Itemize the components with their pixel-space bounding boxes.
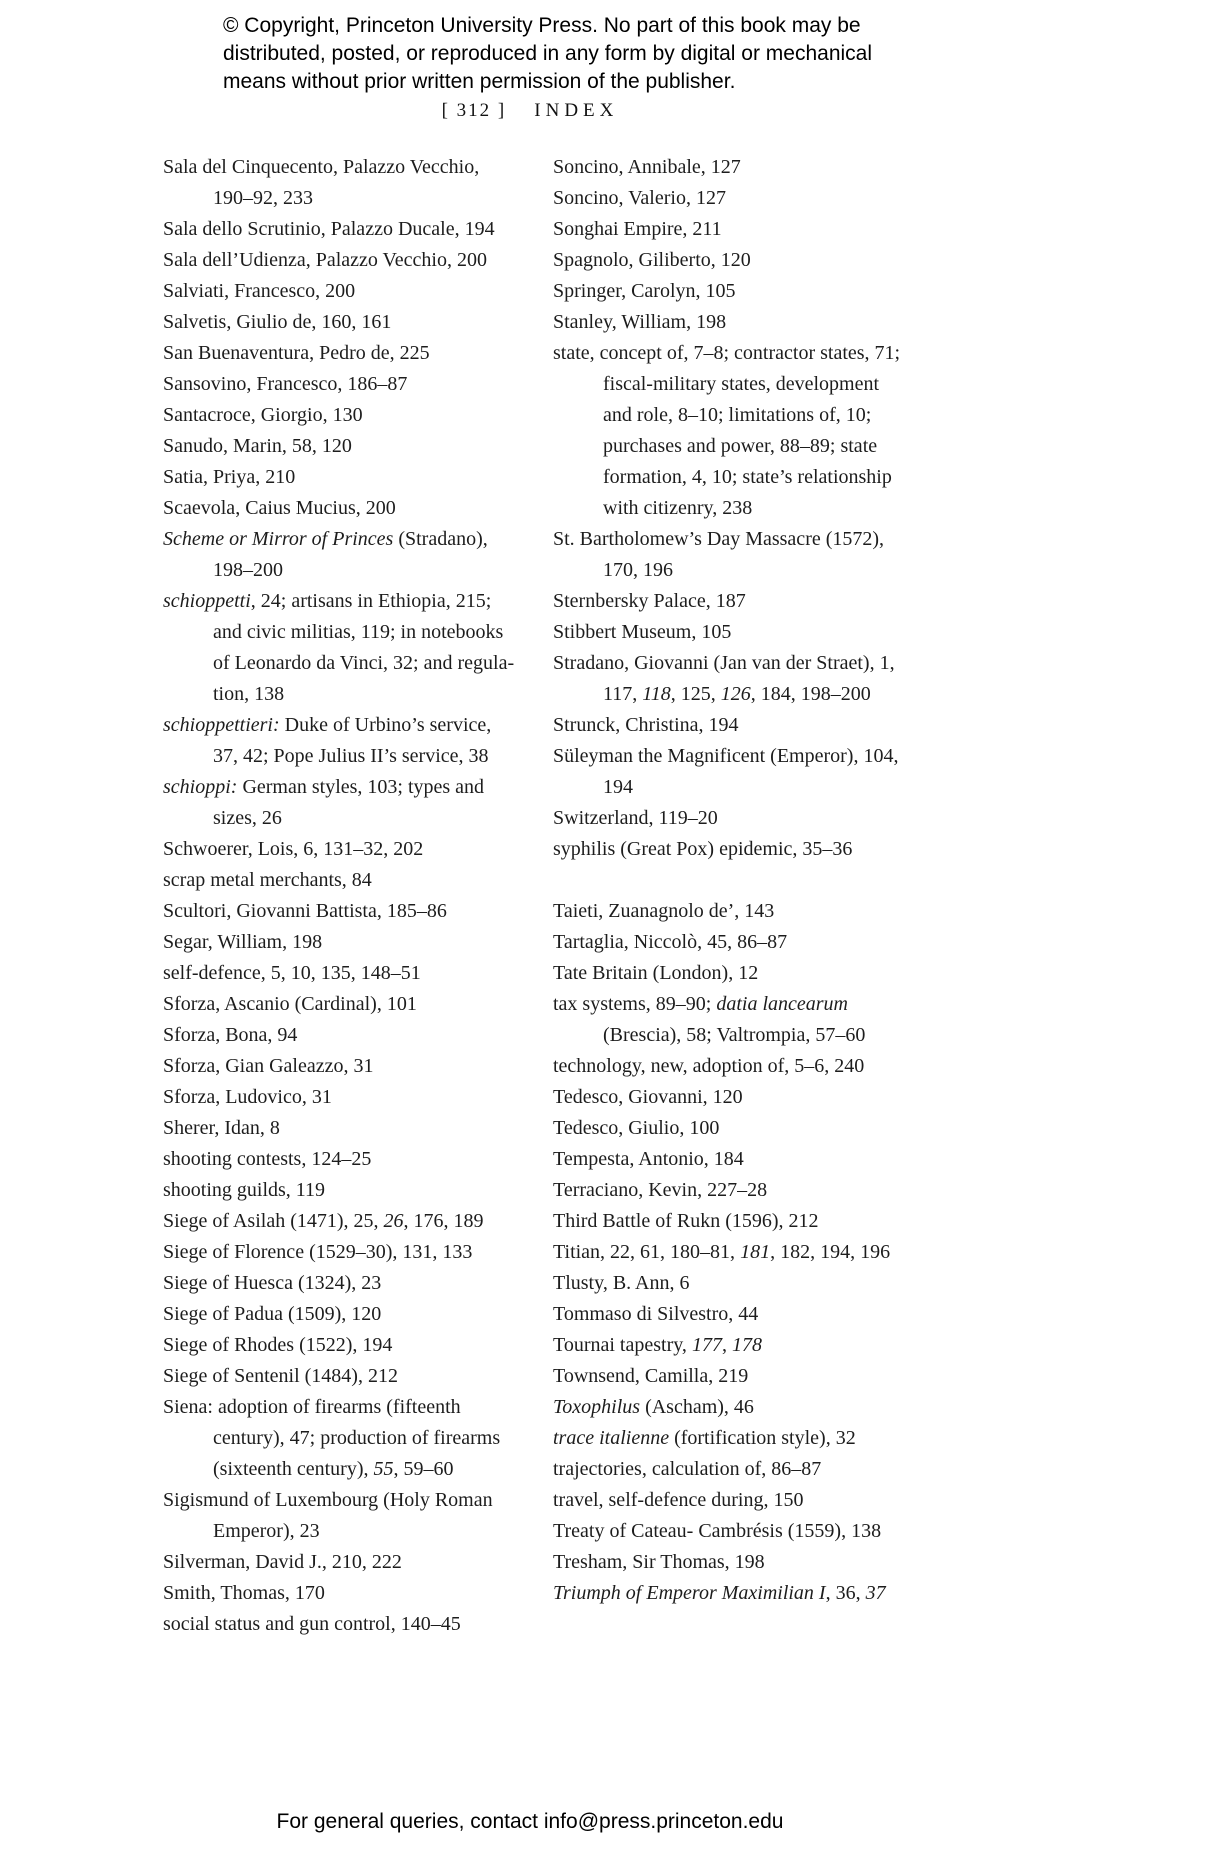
index-entry-text: Siege of Huesca (1324), 23 (163, 1272, 382, 1294)
index-entry-text: Sigismund of Luxembourg (Holy Roman Emperor), 23 (163, 1489, 493, 1542)
index-entry-text: , 125, (670, 683, 721, 705)
index-entry-text: Salvetis, Giulio de, 160, 161 (163, 311, 392, 333)
index-entry-text: , 36, (825, 1582, 866, 1604)
index-entry (163, 710, 515, 772)
index-entry-text: Schwoerer, Lois, 6, 131–32, 202 (163, 838, 424, 860)
index-entry-text: Townsend, Camilla, 219 (553, 1365, 749, 1387)
index-entry-text: Süleyman the Magnificent (Emperor), 104, 194 (553, 745, 899, 798)
index-entry (553, 338, 905, 524)
index-entry (553, 1175, 905, 1206)
index-entry-text: Stanley, William, 198 (553, 311, 727, 333)
index-entry (163, 338, 515, 369)
index-entry-text: Tedesco, Giulio, 100 (553, 1117, 720, 1139)
index-entry (553, 1144, 905, 1175)
index-entry-text: Sansovino, Francesco, 186–87 (163, 373, 408, 395)
index-entry-text: Siege of Sentenil (1484), 212 (163, 1365, 398, 1387)
copyright-line: means without prior written permission of the publisher. (223, 70, 736, 93)
index-entry (163, 431, 515, 462)
index-entry (163, 1113, 515, 1144)
footer-contact: For general queries, contact info@press.princeton.edu (276, 1810, 784, 1833)
index-entry-text: Tresham, Sir Thomas, 198 (553, 1551, 765, 1573)
index-entry-text: Tate Britain (London), 12 (553, 962, 759, 984)
index-entry (163, 927, 515, 958)
index-entry (553, 710, 905, 741)
index-entry (163, 1175, 515, 1206)
index-entry-italic-text: schioppi: (163, 776, 238, 798)
index-entry-text: , 182, 194, 196 (770, 1241, 891, 1263)
index-entry-text: Sala dell’Udienza, Palazzo Vecchio, 200 (163, 249, 487, 271)
index-entry (553, 927, 905, 958)
index-entry (163, 1609, 515, 1640)
index-entry-text: trajectories, calculation of, 86–87 (553, 1458, 822, 1480)
index-entry (553, 1578, 905, 1609)
index-entry-text: Tempesta, Antonio, 184 (553, 1148, 744, 1170)
index-entry (163, 462, 515, 493)
index-entry-italic-text: 37 (865, 1582, 886, 1604)
index-entry (553, 214, 905, 245)
index-entry (163, 1392, 515, 1485)
copyright-notice (223, 12, 883, 96)
index-entry (163, 989, 515, 1020)
index-entry-text: Scaevola, Caius Mucius, 200 (163, 497, 396, 519)
index-entry-text: shooting guilds, 119 (163, 1179, 326, 1201)
index-entry-text: , 176, 189 (403, 1210, 484, 1232)
index-entry-italic-text: 126 (720, 683, 751, 705)
index-title: INDEX (534, 100, 619, 121)
index-entry-text: , (721, 1334, 732, 1356)
index-column-left (163, 152, 515, 1640)
index-entry (163, 369, 515, 400)
index-entry (553, 958, 905, 989)
index-entry-text: Segar, William, 198 (163, 931, 323, 953)
index-entry (553, 524, 905, 586)
index-entry-text: scrap metal merchants, 84 (163, 869, 372, 891)
index-entry-text: Stradano, Giovanni (Jan van der Straet), 1, 117, (553, 652, 895, 705)
index-entry-text: Santacroce, Giorgio, 130 (163, 404, 363, 426)
index-entry (163, 1299, 515, 1330)
index-entry (553, 183, 905, 214)
index-entry-text: syphilis (Great Pox) epidemic, 35–36 (553, 838, 853, 860)
index-entry-italic-text: 118 (642, 683, 671, 705)
index-entry (163, 772, 515, 834)
index-entry (553, 617, 905, 648)
index-entry-text: Salviati, Francesco, 200 (163, 280, 356, 302)
index-entry (163, 1268, 515, 1299)
index-entry-text: Soncino, Valerio, 127 (553, 187, 726, 209)
index-entry-text: Taieti, Zuanagnolo de’, 143 (553, 900, 775, 922)
index-entry-text: Siena: adoption of firearms (fifteenth century), 47; production of firearms (sixteenth century), (163, 1396, 501, 1480)
index-entry-text: Songhai Empire, 211 (553, 218, 722, 240)
index-entry-text: Sanudo, Marin, 58, 120 (163, 435, 352, 457)
index-entry (163, 1020, 515, 1051)
index-entry-text: Tournai tapestry, (553, 1334, 692, 1356)
index-entry-italic-text: 178 (731, 1334, 762, 1356)
index-entry (553, 1485, 905, 1516)
index-entry (553, 1206, 905, 1237)
index-entry-text: travel, self-defence during, 150 (553, 1489, 804, 1511)
index-entry (553, 276, 905, 307)
index-entry-text: , 184, 198–200 (750, 683, 871, 705)
index-entry-text: Sala dello Scrutinio, Palazzo Ducale, 194 (163, 218, 495, 240)
index-entry-text: Springer, Carolyn, 105 (553, 280, 736, 302)
index-entry-text: Siege of Rhodes (1522), 194 (163, 1334, 393, 1356)
index-entry (553, 1392, 905, 1423)
index-entry (163, 276, 515, 307)
index-entry (553, 1516, 905, 1547)
index-entry-text: , 59–60 (393, 1458, 454, 1480)
index-entry-text: self-defence, 5, 10, 135, 148–51 (163, 962, 421, 984)
index-entry-text: , 24; artisans in Ethiopia, 215; and civic militias, 119; in notebooks of Leonardo da Vinci, 32; and regulation, 138 (213, 590, 515, 705)
index-entry-text: Sala del Cinquecento, Palazzo Vecchio, 190–92, 233 (163, 156, 480, 209)
index-entry (163, 214, 515, 245)
index-entry (553, 1454, 905, 1485)
index-entry-text: Terraciano, Kevin, 227–28 (553, 1179, 768, 1201)
book-page (0, 12, 1225, 1862)
index-entry (553, 741, 905, 803)
index-entry (163, 1578, 515, 1609)
index-entry (553, 648, 905, 710)
index-entry-text: (Ascham), 46 (640, 1396, 754, 1418)
index-entry (553, 896, 905, 927)
index-entry (553, 1237, 905, 1268)
index-entry (553, 152, 905, 183)
index-entry (163, 1330, 515, 1361)
index-entry (163, 958, 515, 989)
index-entry (163, 865, 515, 896)
index-entry (553, 1051, 905, 1082)
index-entry (553, 1082, 905, 1113)
index-entry-text: San Buenaventura, Pedro de, 225 (163, 342, 430, 364)
index-entry (553, 1330, 905, 1361)
index-entry-text: Tedesco, Giovanni, 120 (553, 1086, 743, 1108)
index-entry (553, 1361, 905, 1392)
index-entry-text: shooting contests, 124–25 (163, 1148, 372, 1170)
index-entry-text: Strunck, Christina, 194 (553, 714, 739, 736)
index-entry (163, 1547, 515, 1578)
index-entry (553, 989, 905, 1051)
index-entry-text: social status and gun control, 140–45 (163, 1613, 461, 1635)
index-entry-text: (Stradano), 198–200 (213, 528, 488, 581)
copyright-line: distributed, posted, or reproduced in any form by digital or mechanical (223, 42, 873, 65)
index-entry (163, 1237, 515, 1268)
index-entry-text: Tartaglia, Niccolò, 45, 86–87 (553, 931, 788, 953)
index-entry-italic-text: 181 (740, 1241, 771, 1263)
index-entry-italic-text: 177 (691, 1334, 722, 1356)
index-entry-italic-text: Triumph of Emperor Maximilian I (553, 1582, 826, 1604)
index-entry (163, 1144, 515, 1175)
index-entry-text: (Brescia), 58; Valtrompia, 57–60 (603, 1024, 866, 1046)
index-entry (553, 307, 905, 338)
index-entry-text: Siege of Padua (1509), 120 (163, 1303, 382, 1325)
index-entry-text: Silverman, David J., 210, 222 (163, 1551, 402, 1573)
index-entry-text: German styles, 103; types and sizes, 26 (213, 776, 485, 829)
index-entry-text: Sforza, Ludovico, 31 (163, 1086, 332, 1108)
index-entry (163, 493, 515, 524)
index-entry-italic-text: 26 (383, 1210, 404, 1232)
index-entry-text: Sforza, Bona, 94 (163, 1024, 298, 1046)
index-entry-text: Titian, 22, 61, 180–81, (553, 1241, 741, 1263)
index-entry-text: Siege of Florence (1529–30), 131, 133 (163, 1241, 473, 1263)
index-columns (163, 152, 1225, 1640)
index-entry-italic-text: datia lancearum (716, 993, 848, 1015)
index-entry-text: Soncino, Annibale, 127 (553, 156, 741, 178)
index-entry-text: Third Battle of Rukn (1596), 212 (553, 1210, 819, 1232)
index-entry-text: Tommaso di Silvestro, 44 (553, 1303, 759, 1325)
index-entry-text: St. Bartholomew’s Day Massacre (1572), 170, 196 (553, 528, 885, 581)
index-entry (163, 586, 515, 710)
index-entry (163, 1485, 515, 1547)
index-entry-text: Sforza, Gian Galeazzo, 31 (163, 1055, 374, 1077)
page-header (0, 100, 1060, 122)
index-entry (163, 245, 515, 276)
index-entry-text: Sternbersky Palace, 187 (553, 590, 746, 612)
index-entry (163, 1051, 515, 1082)
index-entry (163, 400, 515, 431)
index-entry-text: technology, new, adoption of, 5–6, 240 (553, 1055, 865, 1077)
index-entry-text: Smith, Thomas, 170 (163, 1582, 325, 1604)
index-entry-text: Treaty of Cateau- Cambrésis (1559), 138 (553, 1520, 882, 1542)
index-entry-text: Duke of Urbino’s service, 37, 42; Pope Julius II’s service, 38 (213, 714, 492, 767)
index-entry-text: Satia, Priya, 210 (163, 466, 296, 488)
index-entry (163, 834, 515, 865)
index-entry (553, 1268, 905, 1299)
index-entry (163, 896, 515, 927)
index-entry-text: tax systems, 89–90; (553, 993, 717, 1015)
index-entry-italic-text: Scheme or Mirror of Princes (163, 528, 394, 550)
index-entry-text: state, concept of, 7–8; contractor states, 71; fiscal-military states, development and role, 8–10; limitations of, 10; purchases and power, 88–89; state formation, 4, 10; state’s relationship with citizenry, 238 (553, 342, 901, 519)
index-entry (163, 1082, 515, 1113)
index-entry (553, 586, 905, 617)
index-entry (163, 152, 515, 214)
index-entry-text: (fortification style), 32 (669, 1427, 856, 1449)
index-entry (553, 1547, 905, 1578)
index-entry (163, 1361, 515, 1392)
index-entry-text: Switzerland, 119–20 (553, 807, 718, 829)
index-entry (553, 834, 905, 865)
index-column-right (553, 152, 905, 1640)
index-entry (553, 803, 905, 834)
index-entry-text: Scultori, Giovanni Battista, 185–86 (163, 900, 447, 922)
index-entry (553, 1299, 905, 1330)
index-entry-text: Sherer, Idan, 8 (163, 1117, 280, 1139)
index-entry (553, 1113, 905, 1144)
index-entry-text: Tlusty, B. Ann, 6 (553, 1272, 690, 1294)
index-entry-text: Sforza, Ascanio (Cardinal), 101 (163, 993, 417, 1015)
index-entry-italic-text: Toxophilus (553, 1396, 641, 1418)
index-entry (553, 245, 905, 276)
index-entry (163, 1206, 515, 1237)
copyright-line: © Copyright, Princeton University Press. No part of this book may be (223, 14, 861, 37)
index-entry (163, 307, 515, 338)
index-entry-italic-text: schioppettieri: (163, 714, 280, 736)
page-number: [ 312 ] (441, 100, 507, 121)
index-entry-italic-text: 55 (373, 1458, 394, 1480)
index-entry-text: Spagnolo, Giliberto, 120 (553, 249, 751, 271)
index-entry (553, 1423, 905, 1454)
index-entry-text: Stibbert Museum, 105 (553, 621, 732, 643)
index-entry-italic-text: trace italienne (553, 1427, 670, 1449)
index-entry-italic-text: schioppetti (163, 590, 251, 612)
index-entry-text: Siege of Asilah (1471), 25, (163, 1210, 384, 1232)
index-entry (163, 524, 515, 586)
